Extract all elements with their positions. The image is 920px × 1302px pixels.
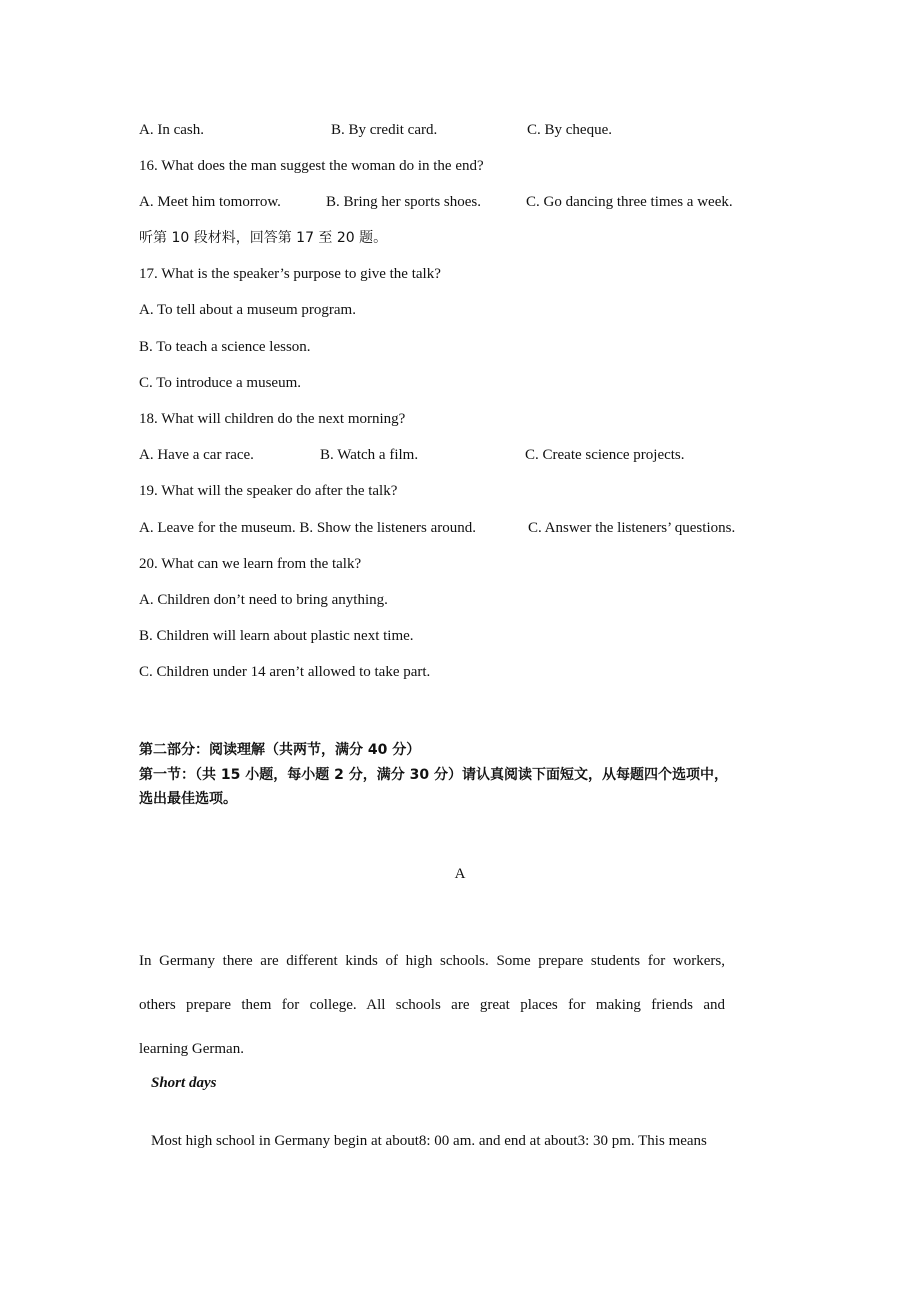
q18-stem: 18. What will children do the next morning? [139,411,406,427]
part2-section1-instruction-line1: 第一节：（共 15 小题，每小题 2 分，满分 30 分）请认真阅读下面短文，从每题四个选项中， [139,767,728,783]
q16-stem: 16. What does the man suggest the woman do in the end? [139,158,484,174]
section-10-instruction: 听第 10 段材料，回答第 17 至 20 题。 [139,230,388,246]
passage-paragraph-1-line-3: learning German. [139,1041,244,1057]
q15-option-a: A. In cash. [139,122,204,138]
q16-option-a: A. Meet him tomorrow. [139,194,281,210]
q17-option-b: B. To teach a science lesson. [139,339,311,355]
q18-option-c: C. Create science projects. [525,447,685,463]
q20-option-b: B. Children will learn about plastic next time. [139,628,414,644]
passage-subheading: Short days [151,1075,217,1091]
q17-option-a: A. To tell about a museum program. [139,302,356,318]
q15-option-c: C. By cheque. [527,122,612,138]
q19-option-ab: A. Leave for the museum. B. Show the listeners around. [139,520,477,536]
q18-option-b: B. Watch a film. [320,447,419,463]
q17-option-c: C. To introduce a museum. [139,375,301,391]
passage-paragraph-2-line-1: Most high school in Germany begin at about8: 00 am. and end at about3: 30 pm. This means [151,1133,707,1149]
q16-option-c: C. Go dancing three times a week. [526,194,733,210]
q15-option-b: B. By credit card. [331,122,438,138]
passage-label: A [454,866,466,882]
q19-stem: 19. What will the speaker do after the talk? [139,483,398,499]
q20-option-a: A. Children don’t need to bring anything. [139,592,388,608]
part2-title: 第二部分：阅读理解（共两节，满分 40 分） [139,742,421,758]
q19-option-c: C. Answer the listeners’ questions. [528,520,736,536]
q16-option-b: B. Bring her sports shoes. [326,194,481,210]
q20-option-c: C. Children under 14 aren’t allowed to take part. [139,664,431,680]
passage-paragraph-1-line-2: others prepare them for college. All schools are great places for making friends and [139,997,725,1013]
q18-option-a: A. Have a car race. [139,447,254,463]
part2-section1-instruction-line2: 选出最佳选项。 [139,791,237,807]
q20-stem: 20. What can we learn from the talk? [139,556,362,572]
passage-paragraph-1-line-1: In Germany there are different kinds of high schools. Some prepare students for workers, [139,953,725,969]
q17-stem: 17. What is the speaker’s purpose to give the talk? [139,266,441,282]
